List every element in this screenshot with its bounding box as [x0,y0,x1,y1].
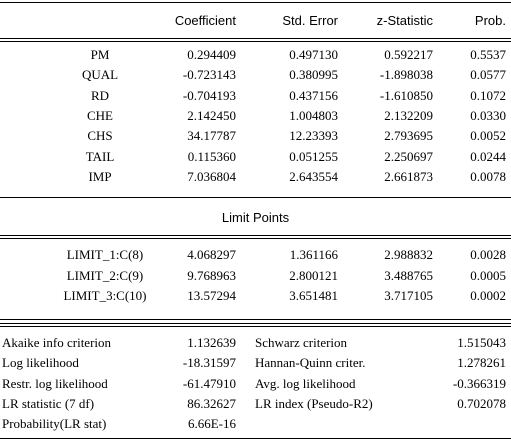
limit-coefficient: 4.068297 [187,247,236,262]
stat-value-left: 86.32627 [187,395,236,411]
stat-label-right: Schwarz criterion [255,335,348,350]
row-variable: QUAL [81,67,119,83]
limit-variable: LIMIT_1:C(8) [66,247,144,262]
row-std-error: 0.497130 [289,47,338,62]
row-z-statistic: 0.592217 [384,47,433,62]
row-std-error: 0.051255 [289,148,338,164]
header-std-error: Std. Error [282,13,338,28]
limit-variable: LIMIT_2:C(9) [66,267,144,283]
row-variable: CHS [87,128,113,144]
limit-std-error: 1.361166 [289,247,338,262]
row-prob: 0.5537 [470,47,506,62]
header-rule [0,38,511,42]
row-coefficient: 0.115360 [187,148,236,164]
stat-label-left: Restr. log likelihood [2,375,108,391]
row-z-statistic: 2.661873 [384,168,433,184]
row-prob: 0.1072 [470,87,506,103]
stat-value-left: -61.47910 [182,375,236,391]
stat-label-right: Hannan-Quinn criter. [255,355,366,371]
limit-std-error: 3.651481 [289,288,338,303]
row-coefficient: 34.17787 [187,128,236,144]
row-std-error: 1.004803 [289,107,338,123]
row-prob: 0.0052 [470,128,506,144]
limit-prob: 0.0005 [470,267,506,283]
row-z-statistic: 2.793695 [384,128,433,144]
stat-label-left: Log likelihood [2,355,79,371]
stat-value-left: 6.66E-16 [187,416,236,432]
row-coefficient: -0.704193 [182,87,236,103]
header-coefficient: Coefficient [174,13,236,28]
stat-label-left: Akaike info criterion [2,335,112,350]
limit-z-statistic: 3.717105 [384,288,433,303]
row-variable: RD [90,87,110,103]
stat-value-left: -18.31597 [182,355,236,371]
row-prob: 0.0577 [470,67,506,83]
row-std-error: 2.643554 [289,168,338,184]
stat-value-right: 1.278261 [457,355,506,371]
row-coefficient: 0.294409 [187,47,236,62]
row-prob: 0.0078 [470,168,506,184]
limit-bottom-rule [0,319,511,320]
stat-label-left: LR statistic (7 df) [2,395,95,411]
row-variable: CHE [87,107,113,123]
limit-prob: 0.0028 [470,247,506,262]
row-variable: PM [90,47,110,62]
limit-std-error: 2.800121 [289,267,338,283]
row-prob: 0.0330 [470,107,506,123]
limit-coefficient: 13.57294 [187,288,236,303]
row-prob: 0.0244 [470,148,506,164]
stats-top-rule [0,323,511,327]
stat-label-right: Avg. log likelihood [255,375,356,391]
stat-label-left: Probability(LR stat) [2,416,107,432]
coef-bottom-rule [0,197,511,198]
stat-value-right: 1.515043 [457,335,506,350]
bottom-rule [0,438,511,439]
row-std-error: 12.23393 [289,128,338,144]
row-z-statistic: -1.898038 [379,67,433,83]
stat-value-left: 1.132639 [187,335,236,350]
row-z-statistic: 2.132209 [384,107,433,123]
row-variable: IMP [88,168,112,184]
top-rule [0,2,511,3]
limit-prob: 0.0002 [470,288,506,303]
row-coefficient: 7.036804 [187,168,236,184]
row-std-error: 0.437156 [289,87,338,103]
header-prob: Prob. [474,13,506,28]
header-z-statistic: z-Statistic [376,13,433,28]
stat-value-right: 0.702078 [457,395,506,411]
stat-value-right: -0.366319 [452,375,506,391]
stat-label-right: LR index (Pseudo-R2) [255,395,373,411]
row-coefficient: -0.723143 [182,67,236,83]
row-variable: TAIL [85,148,115,164]
limit-points-title: Limit Points [221,210,290,225]
limit-variable: LIMIT_3:C(10) [63,288,147,303]
row-z-statistic: -1.610850 [379,87,433,103]
limit-title-rule [0,235,511,239]
row-z-statistic: 2.250697 [384,148,433,164]
limit-coefficient: 9.768963 [187,267,236,283]
row-coefficient: 2.142450 [187,107,236,123]
limit-z-statistic: 2.988832 [384,247,433,262]
row-std-error: 0.380995 [289,67,338,83]
limit-z-statistic: 3.488765 [384,267,433,283]
